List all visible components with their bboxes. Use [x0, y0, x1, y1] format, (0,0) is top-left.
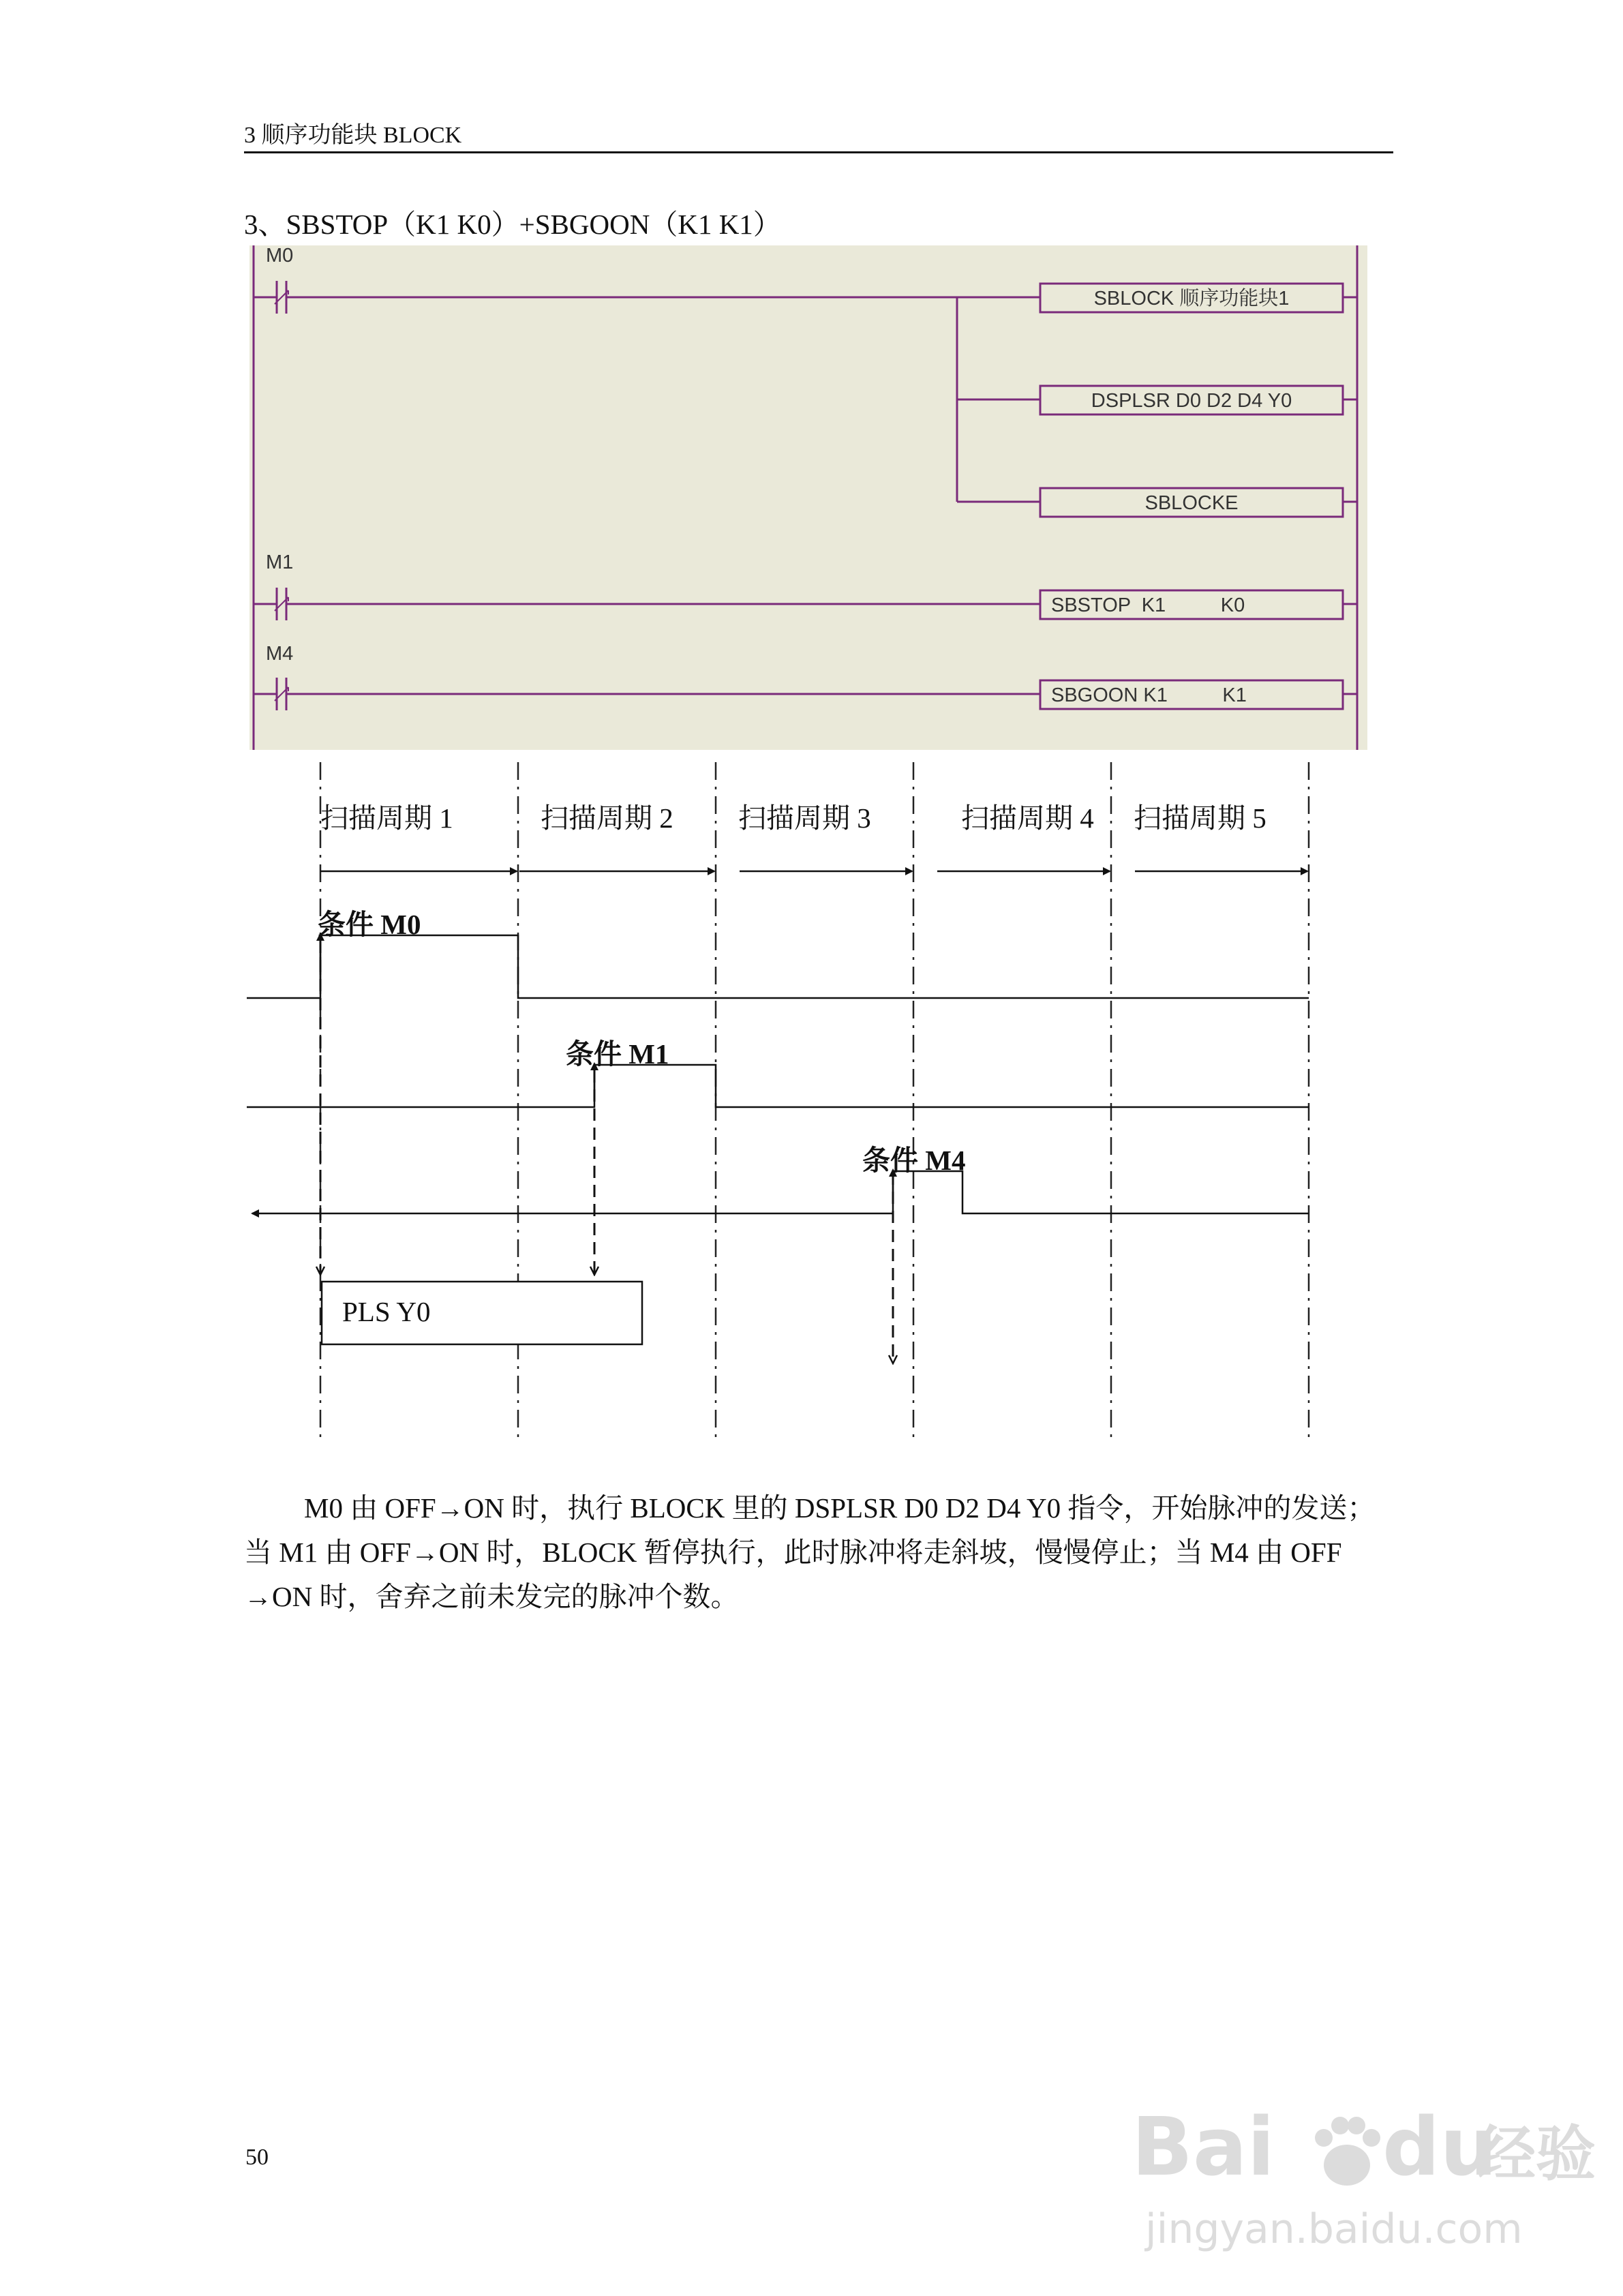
- instruction-sbgoon: SBGOON K1 K1: [1051, 684, 1247, 706]
- baidu-watermark: [1132, 2072, 1609, 2277]
- watermark-brand: Bai: [1132, 2100, 1275, 2194]
- m0-waveform: [247, 935, 1309, 998]
- paragraph-line-3: →ON 时，舍弃之前未发完的脉冲个数。: [244, 1581, 739, 1612]
- ladder-diagram: [249, 245, 1367, 750]
- paragraph-line-2: 当 M1 由 OFF→ON 时，BLOCK 暂停执行，此时脉冲将走斜坡，慢慢停止；当 M4 由 OFF: [244, 1537, 1342, 1568]
- watermark-url: jingyan.baidu.com: [1145, 2205, 1523, 2253]
- scan-period-4: 扫描周期 4: [961, 802, 1094, 834]
- watermark-cn: 经验: [1476, 2119, 1596, 2189]
- m1-waveform: [247, 1065, 1309, 1107]
- instruction-sblocke: SBLOCKE: [1144, 492, 1239, 514]
- scan-period-5: 扫描周期 5: [1134, 802, 1266, 834]
- condition-m4-label: 条件 M4: [862, 1145, 966, 1176]
- instruction-sblock: SBLOCK 顺序功能块1: [1093, 288, 1290, 309]
- m4-waveform: [252, 1171, 1309, 1213]
- watermark-brand-2: du: [1382, 2100, 1498, 2194]
- timing-diagram: [0, 750, 1623, 1459]
- contact-label-m1: M1: [266, 552, 294, 573]
- instruction-dsplsr: DSPLSR D0 D2 D4 Y0: [1091, 390, 1292, 412]
- condition-m0-label: 条件 M0: [318, 909, 421, 940]
- contact-label-m0: M0: [266, 245, 294, 267]
- paragraph-line-1: M0 由 OFF→ON 时，执行 BLOCK 里的 DSPLSR D0 D2 D4 Y0 指令，开始脉冲的发送；: [304, 1492, 1376, 1524]
- scan-period-2: 扫描周期 2: [541, 802, 673, 834]
- page-number: 50: [245, 2145, 269, 2170]
- condition-m1-label: 条件 M1: [566, 1038, 669, 1070]
- contact-label-m4: M4: [266, 643, 294, 665]
- instruction-sbstop: SBSTOP K1 K0: [1051, 594, 1245, 616]
- running-header: 3 顺序功能块 BLOCK: [244, 123, 462, 148]
- scan-period-1: 扫描周期 1: [320, 802, 453, 834]
- explanation-paragraph: [244, 1486, 1396, 1619]
- scan-period-3: 扫描周期 3: [738, 802, 871, 834]
- section-title: 3、SBSTOP（K1 K0）+SBGOON（K1 K1）: [244, 209, 781, 240]
- paw-icon: [1315, 2117, 1380, 2186]
- pls-output-label: PLS Y0: [342, 1296, 431, 1327]
- header-rule: [244, 151, 1393, 153]
